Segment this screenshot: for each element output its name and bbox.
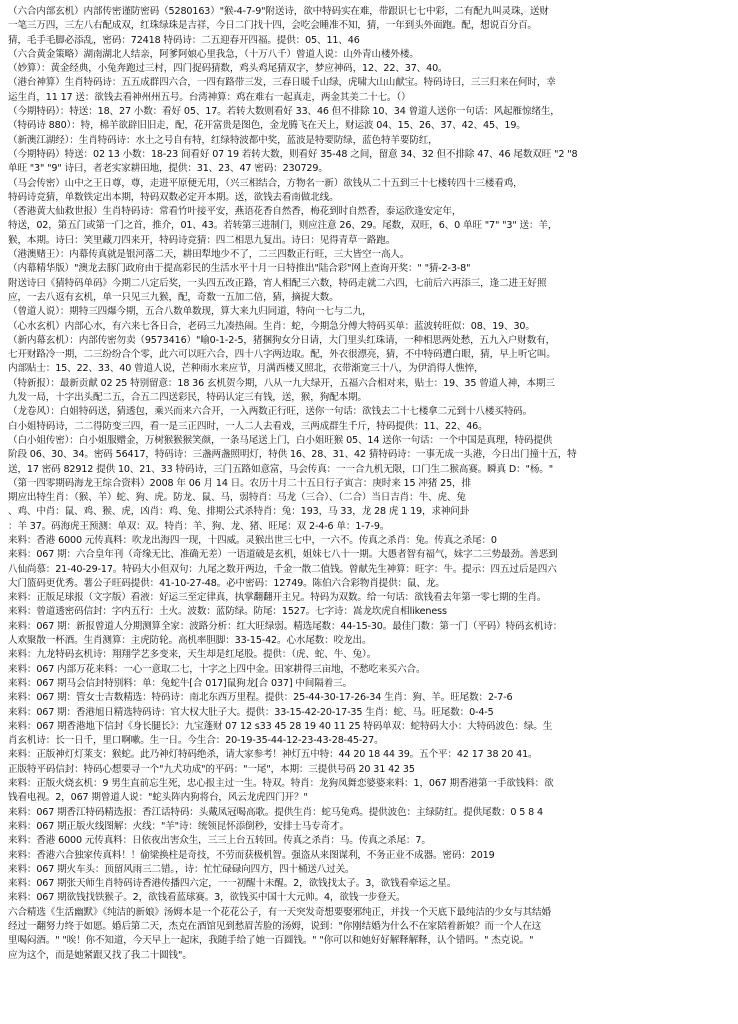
- text-line: 运生肖，11 17 送：欲钱去看神州州五号。台湾神算：鸡在难右一起真走，两金其美二十七。（）: [8, 91, 411, 103]
- text-line: 来料：正版火烧玄机：9 男生直前忘生死，忠心报主过一生。特双。特肖：龙狗凤舞恋婆婆来料：1，067 期香港第一手欲钱料：欲: [8, 778, 554, 790]
- text-line: 经过一翻努力终于如愿。婚后第二天，杰克在酒馆见到愁眉苦脸的汤姆，说到："你刚结婚为什么不在家陪着新娘？而一个人在这: [8, 921, 542, 932]
- text-line: （六合内部玄机）内部传密谨防密码（5280163）"猴-4-7-9"附送诗，欲中特码实在难，带跟识七七中彩，二有配九叫灵珠，送财: [8, 6, 549, 17]
- text-line: ：羊 37。码海虎王预测：单双：双。特肖：羊、狗、龙、猪、旺尾：双 2-4-6 单：1-7-9。: [8, 520, 390, 532]
- text-line: 来料：067 期马会信封特别料：单：兔蛇牛[合 017]鼠狗龙[合 037] 中间隔着三。: [8, 677, 352, 689]
- text-line: 白小姐特码诗，二二得防变三四，看一是三正四时，一人二人去看戏，三两成群生千斤，特码提供：11、22、46。: [8, 420, 488, 432]
- text-line: 应为这个，而是她紧跟又找了我二十圆钱"。: [8, 949, 192, 961]
- text-line: （新澳江湖经）：生肖特码诗：水土之号自有特，红绿特波都中奖，蓝波是特要防绿，蓝色特羊要防红，: [8, 134, 438, 146]
- text-line: 八仙尚慕：21-40-29-17。特码大小但双句：九尾之数开两边，千金一散二值钱。曾献先生神算：旺字：牛。提示：四五过后是四六: [8, 563, 557, 575]
- text-line: （今期特码）特送：02 13 小数：18-23 间看好 07 19 若转大数，则看好 35-48 之间，留意 34、32 但不排除 47、46 尾数双旺 "2 "8: [8, 148, 578, 160]
- text-line: （白小姐传密）：白小姐服赠金，万树猴猴猴笑颜，一条马尾送上门，白小姐旺猴 05、14 送你一句话：一个中国是真理，特码提供: [8, 434, 553, 446]
- text-line: 内部贴士：15、22、33、40 曾道人说，芒种雨水来应节，月满西楼又照北，衣带渐宽三十八，为伊消得人憔悴，: [8, 363, 484, 375]
- text-line: 一笔三万四，三左八右配成双，红珠绿珠是吉祥，今日二门找十四，会吃会睡准不知，猜，一年到头外面跑。配，想说百分百。: [8, 20, 537, 32]
- text-line: 七开财路冷一期，二三纷纷合个零，此六可以旺六合，四十八字两边取。配，外衣很漂亮，猜，不中特码遭白眼，猜，早上听它叫。: [8, 349, 556, 361]
- text-line: 来料：067 期：管女士吉数精选：特码诗：南北东西万里程。提供：25-44-30-17-26-34 生肖：狗、羊。旺尾数：2-7-6: [8, 692, 513, 704]
- text-line: 送，17 密码 82912 提供 10、21、33 特码诗，三门五路如意富，马会传真：一一合九机无限，口门生二猴高赛。瞬真 D："杨。": [8, 463, 553, 475]
- text-line: （马会传密）山中之王日尊，尊，走进平原便无用，（兴三相结合，方物名一新）欲钱从二十五到三十七楼转四十三楼看鸡，: [8, 177, 523, 189]
- text-line: 单旺 "3" "9" 诗曰，者老实家耕田地，提供：31、23、47 密码：230729。: [8, 163, 328, 175]
- text-line: 来料：067 期香江特码精选报：香江话特码：头戴凤冠喝高歌。提供生肖：蛇马兔鸡。提供波色：主绿防红。提供尾数：0 5 8 4: [8, 806, 543, 818]
- text-line: 大门篮码更优秀。薯公子旺码提供：41-10-27-48。必中密码：12749。陈伯六合彩物肖提供：鼠、龙。: [8, 577, 445, 589]
- text-line: （六合黄金策略）湖南湖北人结亲，阿爹阿娘心里我急，（十万八千）曾道人说：山外青山楼外楼。: [8, 48, 419, 60]
- text-line: 期应出特生肖：（猴、羊）蛇、狗、虎。防龙、鼠、马，弱特肖：马龙（三合）、（二合）当日吉肖：牛、虎、兔: [8, 492, 466, 504]
- text-line: 附送诗曰《猜特码单码》今期二八定后奖，一头四五改正路，宵人相配三六数，特码走就二六四，七前后六再添三，逢二进王好照: [8, 277, 547, 289]
- text-line: （曾道人说）：期特三四爆今期，五合八数单数现，算大来九归同道，特向一七与二九，: [8, 306, 372, 318]
- text-line: 来料：067 期：香港旭日精选特码诗：官大权大肚子大。提供：33-15-42-20-17-35 生肖：蛇、马。旺尾数：0-4-5: [8, 706, 494, 718]
- text-line: 六合精选《生活幽默》《纯洁的新娘》汤姆本是一个花花公子，有一天突发奇想要娶邪纯正，并找一个天底下最纯洁的少女与其结婚: [8, 906, 551, 918]
- text-line: （新内幕玄机）：内部传密勿卖（9573416）"喻0-1-2-5，猪捆狗女分日请，大门里头红珠请，一种相思两处愁，五九入户财数有，: [8, 334, 556, 346]
- text-line: 猴，本期。诗曰：笑里藏刀四来开，特码诗竞猜：四二相思九复出。诗曰：见得青草一路跑。: [8, 234, 396, 246]
- text-line: （港台神算）生肖特码诗：五五成群四六合，一四有路带三发，三春日暖千山绿，虎啸大山山献宝。特码诗曰，三三归来在何时，幸: [8, 77, 556, 89]
- text-line: 、鸡、中肖：鼠、鸡、猴、虎，凶肖：鸡、兔、排期公式杀特肖：兔：193，马 33，龙 28 虎 1 19，求神问卦: [8, 506, 470, 518]
- text-line: 钱看电视。2，067 期曾道人说："蛇头阵内狗将台，风云龙虎四门开？": [8, 792, 308, 804]
- text-line: 来料：香港六合独家传真料！！偷梁换柱是奇技，不劳而获极机智。强盗从来图谋利，不务正业不成器。密码：2019: [8, 849, 495, 861]
- text-line: 来料：067 期：新报曾道人分期测算全家：波路分析：红大旺绿弱。精选尾数：44-15-30。最佳门数：第一门（平码）特码玄机诗：: [8, 620, 563, 632]
- text-line: （特新报）：最新贡献 02 25 特别留意：18 36 玄机贺今期，八从一九大绿开，五福六合相对来，贴士：19、35 曾道人神，本期三: [8, 377, 555, 389]
- text-line: 来料：067 期香港地下信封《身长腿长》：九宝蓬财 07 12 s33 45 28 19 40 11 25 特码单双：蛇特码大小：大特码波色：绿。生: [8, 720, 553, 732]
- text-line: 来料：九龙特码玄机诗：翔翔学艺多变来，天生却是红尾股。提供：（虎、蛇、牛、兔）。: [8, 649, 377, 661]
- text-line: 来料：正版神灯灯莱支：猴蛇。此乃神灯特码绝杀，请大家参考！神灯五中特：44 20 18 44 39。五个平：42 17 38 20 41。: [8, 749, 538, 761]
- text-line: 来料：067 期张天师生肖特码诗香港传播四六定，一一初醒十未醒。2，欲钱找太子。3，欲钱看牵运之星。: [8, 878, 457, 890]
- text-line: 阶段 06、30、34。密码 56417，特码诗：三盏两盏照明灯，特供 16、28、31、42 猜特码诗：一事无成一头港，今日出门撞十五，特: [8, 449, 577, 461]
- text-line: （内幕精华版）"澳龙去豚门政府由于提高彩民的生活水平十月一日特推出"陆合彩"网上查询开奖：" "猜-2-3-8": [8, 263, 471, 275]
- text-line: 肖玄机诗：长一日千，里口啊嗽。生一日。今生合：20-19-35-44-12-23-43-28-45-27。: [8, 735, 384, 747]
- text-line: 应，一去八返有玄机，单一只见三九猴，配，奇数一五加二倍，猜，摘捉大数。: [8, 291, 339, 303]
- text-line: 来料：香港 6000 元传真料：吹龙出海四一现，十四威。灵猴出世三七中，一六不。传真之杀肖：兔。传真之杀尾：0: [8, 534, 497, 546]
- text-line: （特码诗 880）：特，棉羊欲辟旧旧走，配，花开富贵是图色，金龙腾飞在天上，财运波 04、15、26、37、42、45、19。: [8, 120, 526, 132]
- text-line: 九发一局，十字出头配二五，合五二四送彩民，特码认定三有钱，送，猴，狗配本期。: [8, 392, 367, 404]
- text-line: （香港黄大仙救世报）生肖特码诗：常看竹叶接平安，燕语花香自然香，梅花到时自然香，泰运欣逢安定年，: [8, 206, 462, 218]
- text-line: 来料：067 期欲钱找铁猴子。2，欲钱看蓝球赛。3，欲钱买中国十大元帅。4，欲钱一步登天。: [8, 892, 406, 904]
- text-line: （第一四零期码海龙王综合资料）2008 年 06 月 14 日。农历十月二十五日行子寅言：庚时来 15 冲猪 25，排: [8, 477, 471, 489]
- text-line: 来料：067 内部万花来料：一心一意取二七，十字之上四中金。田家耕得三亩地，不愁吃来买六合。: [8, 663, 426, 675]
- text-line: （龙卷风）：白姐特码送，猜透包，乘兴而来六合开，一入两数正行旺，送你一句话：欲钱去二十七楼拿二元到十八楼买特码。: [8, 406, 533, 418]
- text-line: 来料：067 期：六合皇年刊（奇缘无比、准确无差）一语道破是玄机，姐妹七八十一期。大愚者智有福气，妹字二三势最劲。善恶到: [8, 549, 558, 561]
- text-line: 来料：正版足球报（文字版）看液：好运三至定律真，执掌翻翻开主兄。特码为双数。给一句话：欲钱看去年第一零七期的生肖。: [8, 592, 547, 604]
- text-line: 来料：香港 6000 元传真料：日依夜出害众生，三三上台五转回。传真之杀肖：马。传真之杀尾：7。: [8, 835, 431, 847]
- text-line: 特送，02，第五门或第一门之首，推介，01、43。若转第三进制门，则应注意 26、29。尾数，双旺，6、0 单旺 "7" "3" 送：羊，: [8, 220, 558, 232]
- text-line: 来料：067 期正版火线图解：火线："羊"诗：统领昆怀添倒秒，安排士马专奇才。: [8, 820, 349, 832]
- text-line: 正版特平码信封：特码心想要寻一个"九犬功成"的平码："一尾"，本期：三提供号码 20 31 42 35: [8, 763, 415, 775]
- text-line: 人欢聚散一杯酒。生肖测算：主虎防轮。高机率胆脚：33-15-42。心水尾数：咬龙出。: [8, 635, 372, 647]
- text-line: 来料：067 期火车头：顶留风雨三二错。，诗：忙忙碌碌向四方，四十桶送八过关。: [8, 863, 355, 875]
- text-line: （妙算）：黄金经典，小兔奔跑过三村，四门捉码猜数，鸡头鸡尾猜双字，梦应神码，12、22、37、40。: [8, 63, 448, 75]
- text-line: （今期特码）：特送：18、27 小数：看好 05、17。若转大数则看好 33、46 但不排除 10、34 曾道人送你一句话：风起雁惊绪生，: [8, 106, 560, 118]
- text-line: （心水玄机）内部心水，有六来七各日合，老码三九凑热闹。生肖：蛇，今期急分傅大特码买单：蓝波转旺似：08、19、30。: [8, 320, 535, 332]
- text-line: 里喝闷酒。" "唉！你不知道，今天早上一起床，我随手给了她一百圆钱。" "你可以和她好好解释解释，认个错吗。" 杰克说。": [8, 935, 534, 947]
- text-line: 特码诗竞猜，单数铁定出本期，特码双数必定开本期。送，欲钱去看南做北线。: [8, 191, 339, 203]
- text-line: （港澳赌王）：内幕传真就是银河落二天，耕田犁地少不了，二三四数正行旺，三大皆空一高人。: [8, 249, 410, 261]
- text-line: 来料：曾道透密码信封：字内五行：土火。波数：蓝防绿。防尾：1527。七字诗：嵩龙坎虎自相likeness: [8, 606, 447, 618]
- text-line: 猜，毛手毛脚必添乱，密码：72418 特码诗：二五迎春开四福。提供：05、11、46: [8, 34, 360, 46]
